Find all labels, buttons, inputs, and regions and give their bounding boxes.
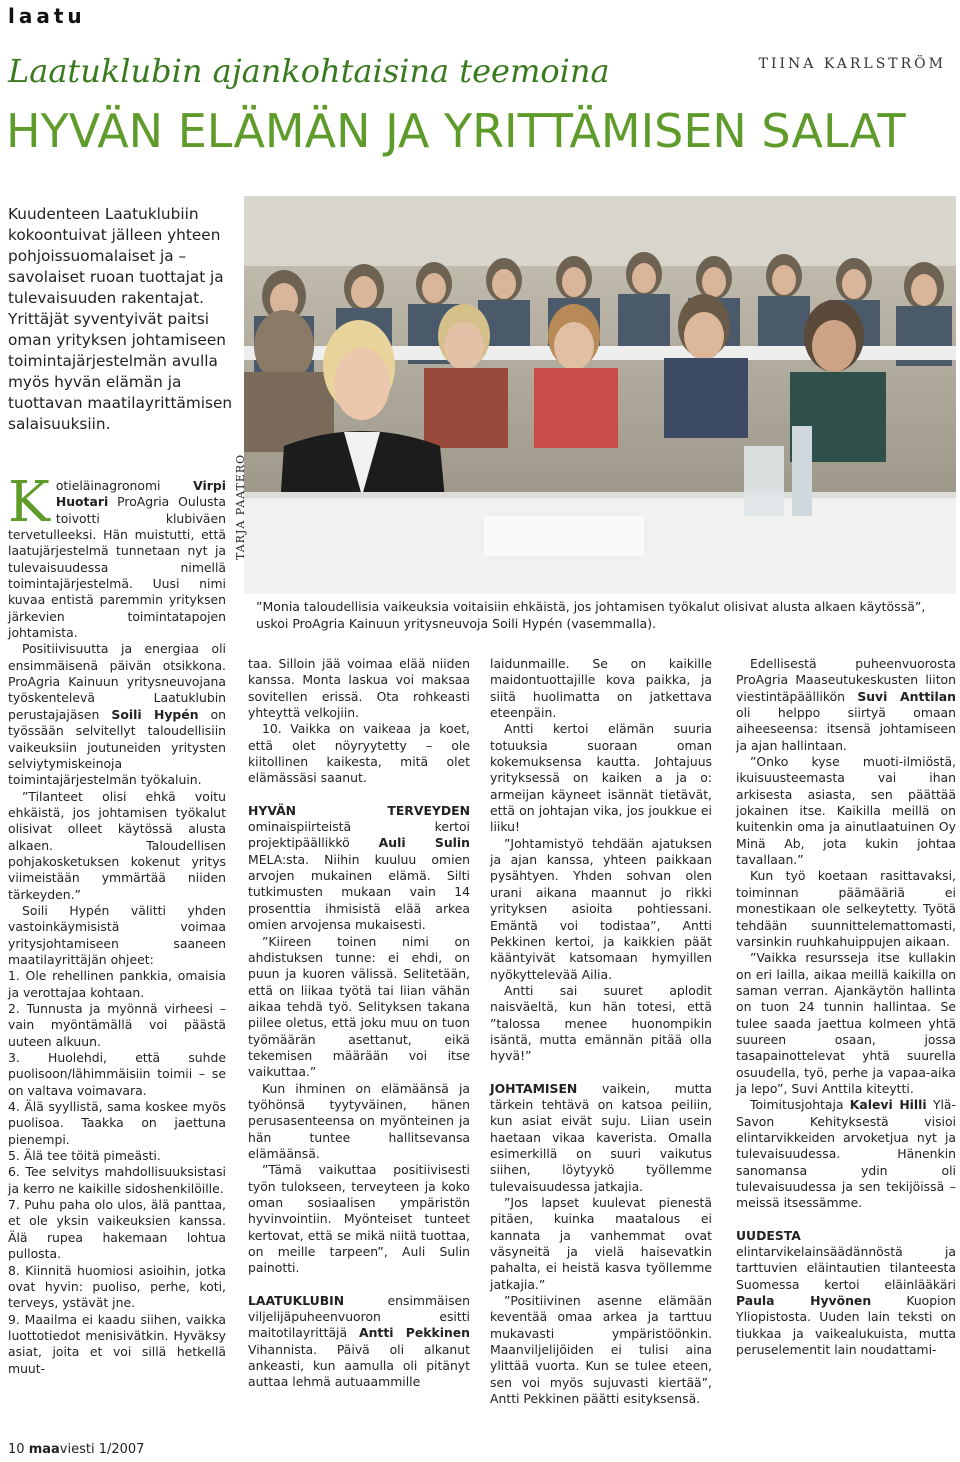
body-text: on työssään selvitellyt taloudellisiin vaikeuksiin joutuneiden yritysten selviytymiskeinoja toimintajärjestelmän työkaluin. xyxy=(8,706,226,788)
photo-caption: ”Monia taloudellisia vaikeuksia voitaisiin ehkäistä, jos johtamisen työkalut olisivat alusta alkaen käytössä”, uskoi ProAgria Kainuun yritysneuvoja Soili Hypén (vasemmalla). xyxy=(256,599,926,631)
list-item: 6. Tee selvitys mahdollisuuksistasi ja kerro ne kaikille sidoshenkilöille. xyxy=(8,1164,226,1196)
person-name: Paula Hyvönen xyxy=(736,1293,872,1309)
body-text: ”Onko kyse muoti-ilmiöstä, ikuisuusteemasta vai ihan arkisesta asiasta, sen päättää jokainen itse. Kaikilla meillä on kuitenkin oma ja ainutlaatuinen Oy Minä Ab, jota kukin johtaa tavallaan.” xyxy=(736,754,956,868)
body-text: Antti kertoi elämän suuria totuuksia suoraan oman kokemuksensa kautta. Johtajuus yrityksessä on kaiken a ja o: armeijan käyneet isännät tietävät, että on johtajan vika, jos joukkue ei liiku! xyxy=(490,721,712,835)
person-name: Suvi Anttilan xyxy=(857,688,956,704)
section-lead-in: JOHTAMISEN xyxy=(490,1080,578,1096)
text-column-2 xyxy=(248,656,470,1391)
body-text: Soili Hypén välitti yhden vastoinkäymisistä voimaa yritysjohtamiseen saaneen maatilayrittäjän ohjeet: xyxy=(8,902,226,967)
drop-cap: K xyxy=(8,470,50,535)
body-text: ”Tilanteet olisi ehkä voitu ehkäistä, jos johtamisen työkalut olisivat olleet käytössä alusta alkaen. Taloudellisen pohjakosketuksen kokenut yritys viimeistään ymmärtää niiden tärkeyden.” xyxy=(8,788,226,902)
body-text: ”Johtamistyö tehdään ajatuksen ja ajan kanssa, yhteen paikkaan pysähtyen. Yhden sohvan olen urani aikana maannut jo rikki yrityksen asioita pohtiessani. Emäntä voi todistaa”, Antti Pekkinen kertoi, ja kaikkien päät kääntyivät katsomaan hymyillen nyökyttelevää Ailia. xyxy=(490,835,712,982)
lead-text: Kuudenteen Laatuklubiin kokoontuivat jälleen yhteen pohjoissuomalaiset ja – savolaiset ruoan tuottajat ja tulevaisuuden rakentajat. Yrittäjät syventyivät paitsi oman yrityksen johtamiseen toimintajärjestelmän avulla myös hyvän elämän ja tuottavan maatilayrittämisen salaisuuksiin. xyxy=(8,205,233,433)
author-byline: TIINA KARLSTRÖM xyxy=(758,56,946,72)
magazine-brand: maa xyxy=(28,1442,60,1457)
body-text: vaikein, mutta tärkein tehtävä on katsoa peiliin, kun asiat eivät suju. Liian usein haetaan vikaa kaverista. Omalla esimerkillä on suuri vaikutus siihen, löytyykö työllemme tulevaisuudessa jatkajia. xyxy=(490,1080,712,1194)
kicker: Laatuklubin ajankohtaisina teemoina xyxy=(8,52,610,90)
body-text: ”Tämä vaikuttaa positiivisesti työn tulokseen, terveyteen ja koko oman sosiaalisen ympäristön hyvinvointiin. Myönteiset tunteet kertovat, että se mikä niitä tuottaa, on meille tarpeen”, Auli Sulin painotti. xyxy=(248,1162,470,1276)
photo-credit: TARJA PAATERO xyxy=(234,453,247,560)
magazine-brand-rest: viesti xyxy=(59,1442,95,1457)
body-text: ”Positiivinen asenne elämään keventää omaa arkea ja tarttuu mukavasti ympäristöönkin. Maanviljelijöiden ei tulisi aina ylittää vuorta. Kun se tulee eteen, sen voi myös sujuvasti kiertää”, Antti Pekkinen päätti esityksensä. xyxy=(490,1293,712,1407)
body-text: Kun ihminen on elämäänsä ja työhönsä tyytyväinen, hänen perusasenteensa on myönteinen ja hän tuntee hallitsevansa elämäänsä. xyxy=(248,1080,470,1161)
body-text: Kuopion Yliopistosta. Uuden lain teksti on tiukkaa ja vaikealukuista, mutta peruselementit lain noudattami- xyxy=(736,1293,956,1358)
list-item: 2. Tunnusta ja myönnä virheesi – vain myöntämällä voi päästä uuteen alkuun. xyxy=(8,1001,226,1049)
page-number: 10 xyxy=(8,1442,25,1457)
list-item: 1. Ole rehellinen pankkia, omaisia ja verottajaa kohtaan. xyxy=(8,968,226,1000)
person-name: Virpi Huotari xyxy=(55,478,226,510)
list-item: 3. Huolehdi, että suhde puolisoon/lähimmäisiin toimii – se on valtava voimavara. xyxy=(8,1050,226,1098)
body-text: ”Vaikka resursseja itse kullakin on eri lailla, aikaa meillä kaikilla on saman verran. Ajankäytön hallinta on tuon 24 tunnin hallintaa. Se tulee saada jaettua kolmeen yhtä suureen osaan, jossa tasapainottelevat yhtä suurella osuudella, työ, perhe ja vapaa-aika ja lepo”, Suvi Anttila kiteytti. xyxy=(736,950,956,1096)
person-name: Soili Hypén xyxy=(111,706,199,722)
body-text: Toimitusjohtaja xyxy=(750,1097,850,1113)
list-item: 7. Puhu paha olo ulos, älä panttaa, et ole yksin vaikeuksien kanssa. Älä rupea hakemaan lohtua pullosta. xyxy=(8,1197,226,1262)
list-item: 4. Älä syyllistä, sama koskee myös puolisoa. Taakka on jaettuna pienempi. xyxy=(8,1099,226,1147)
body-text: otieläinagronomi xyxy=(55,478,194,493)
body-text: oli helppo siirtyä omaan aiheeseensa: itsensä johtamiseen ja ajan hallintaan. xyxy=(736,705,956,753)
section-lead-in: UUDESTA xyxy=(736,1227,801,1243)
body-text: laidunmaille. Se on kaikille maidontuottajille kova paikka, ja siitä huolimatta on jatkettava eteenpäin. xyxy=(490,656,712,721)
list-item: 8. Kiinnitä huomiosi asioihin, jotka ovat hyvin: puoliso, perhe, koti, terveys, ystävät jne. xyxy=(8,1262,226,1311)
body-text: ominaispiirteistä kertoi projektipäällikkö xyxy=(248,819,470,851)
section-lead-in: LAATUKLUBIN xyxy=(248,1292,345,1308)
lead-paragraph xyxy=(8,204,243,435)
body-text: 10. Vaikka on vaikeaa ja koet, että olet nöyryytetty – ole kiitollinen kaikesta, mitä olet elämässäsi saanut. xyxy=(248,721,470,786)
body-text: MELA:sta. Niihin kuuluu omien arvojen mukainen elämä. Silti tutkimusten mukaan vain 14 prosenttia ihmisistä elää arkea omien arvojensa mukaisesti. xyxy=(248,851,470,933)
issue-number: 1/2007 xyxy=(98,1442,145,1457)
list-item: 5. Älä tee töitä pimeästi. xyxy=(8,1148,161,1164)
body-text: taa. Silloin jää voimaa elää niiden kanssa. Monta laskua voi maksaa sovitellen erissä. Ota rohkeasti yhteyttä velkojiin. xyxy=(248,656,470,721)
body-text: ”Jos lapset kuulevat pienestä pitäen, kuinka maatalous ei kannata ja vanhemmat ovat väsyneitä ja vielä haisevatkin pahalta, ei heistä kasva työllemme jatkajia.” xyxy=(490,1195,712,1292)
body-text: Edellisestä puheenvuorosta ProAgria Maaseutukeskusten liiton viestintäpäällikön xyxy=(736,656,956,704)
text-column-1 xyxy=(8,470,226,1377)
person-name: Kalevi Hilli xyxy=(849,1097,927,1113)
text-column-3 xyxy=(490,656,712,1407)
section-lead-in: HYVÄN TERVEYDEN xyxy=(248,802,470,818)
photo-illustration xyxy=(244,196,956,594)
headline: HYVÄN ELÄMÄN JA YRITTÄMISEN SALAT xyxy=(6,104,906,158)
body-text: elintarvikelainsäädännöstä ja tarttuvien eläintautien tilanteesta Suomessa kertoi eläinlääkäri xyxy=(736,1244,956,1292)
person-name: Antti Pekkinen xyxy=(358,1325,470,1341)
body-text: Positiivisuutta ja energiaa oli ensimmäisenä päivän otsikkona. ProAgria Kainuun yritysneuvojana työskentelevä Laatuklubin perustajajäsen xyxy=(8,641,226,722)
body-text: Ylä-Savon Kehityksestä visioi elintarvikkeiden arvoketjua nyt ja tulevaisuudessa. Hänenkin sanomansa ydin oli tulevaisuudessa ja sen tekijöissä – meissä itsessämme. xyxy=(736,1097,956,1211)
body-text: ”Kiireen toinen nimi on ahdistuksen tunne: ei ehdi, on puun ja kuoren välissä. Selitetään, että on liikaa työtä tai liian vähän aikaa tehdä työ. Selityksen takana piilee oletus, että joku muu on tuon työmäärän asettanut, eikä tekemisen määrään voi itse vaikuttaa.” xyxy=(248,933,470,1080)
photo-audience xyxy=(244,196,956,594)
text-column-4 xyxy=(736,656,956,1358)
section-tag: laatu xyxy=(8,4,86,28)
body-text: Kun työ koetaan rasittavaksi, toiminnan päämääriä ei monestikaan ole selkeytetty. Työtä tehdään suunnittelemattomasti, varsinkin ruuhkahuippujen aikaan. xyxy=(736,868,956,949)
body-text: Antti sai suuret aplodit naisväeltä, kun hän totesi, että ”talossa menee huonompikin isäntä, mutta emännän pitää olla hyvä!” xyxy=(490,982,712,1064)
body-text: ProAgria Oulusta toivotti klubiväen tervetulleeksi. Hän muistutti, että laatujärjestelmä tunnetaan nyt ja tulevaisuudessa nimellä toimintajärjestelmä. Uusi nimi kuvaa entistä paremmin yrityksen järkevien toimintatapojen johtamista. xyxy=(8,494,226,641)
body-text: ensimmäisen viljelijäpuheenvuoron esitti maitotilayrittäjä xyxy=(248,1292,470,1341)
list-item: 9. Maailma ei kaadu siihen, vaikka luottotiedot menisivätkin. Hyväksy asiat, joita et voi sillä hetkellä muut- xyxy=(8,1311,226,1376)
person-name: Auli Sulin xyxy=(378,835,470,851)
page-footer xyxy=(8,1442,144,1457)
body-text: Vihannista. Päivä oli alkanut ankeasti, kun aamulla oli pitänyt auttaa lehmä autuaammille xyxy=(248,1341,470,1390)
